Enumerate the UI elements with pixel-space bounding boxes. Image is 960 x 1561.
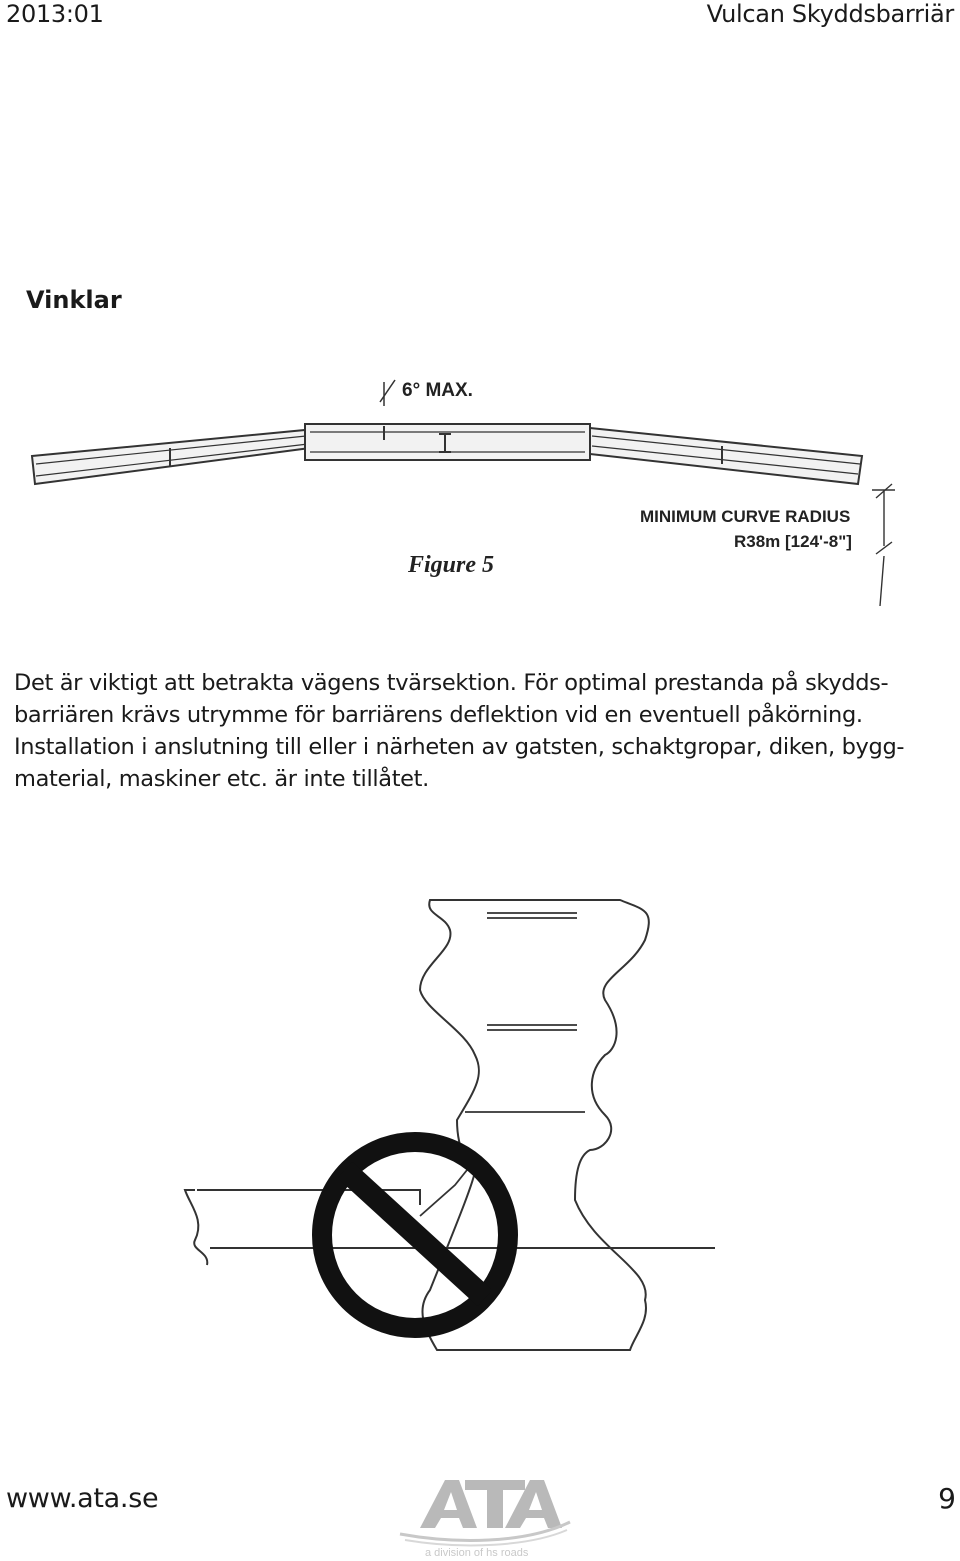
prohibited-installation-figure — [175, 880, 735, 1370]
logo-tagline: a division of hs roads — [425, 1547, 529, 1559]
section-title: Vinklar — [26, 286, 122, 314]
angle-label: 6° MAX. — [402, 380, 473, 401]
body-paragraph: Det är viktigt att betrakta vägens tvärsektion. För optimal prestanda på skydds- barriären krävs utrymme för barriärens deflektion vid en eventuell påkörning. Installation i anslutning till eller i närheten av gatsten, schaktgropar, diken, bygg- material, maskiner etc. är inte tillåtet. — [14, 670, 905, 792]
radius-label-line2: R38m [124'-8"] — [734, 532, 852, 551]
header-product-name: Vulcan Skyddsbarriär — [706, 0, 954, 28]
header-date: 2013:01 — [6, 0, 104, 28]
ata-logo — [395, 1470, 575, 1560]
footer-url[interactable]: www.ata.se — [6, 1483, 159, 1514]
radius-label-line1: MINIMUM CURVE RADIUS — [640, 507, 851, 526]
figure-caption: Figure 5 — [408, 552, 495, 578]
prohibited-icon — [322, 1142, 508, 1328]
curve-radius-figure — [0, 360, 960, 620]
page-number: 9 — [938, 1482, 956, 1515]
